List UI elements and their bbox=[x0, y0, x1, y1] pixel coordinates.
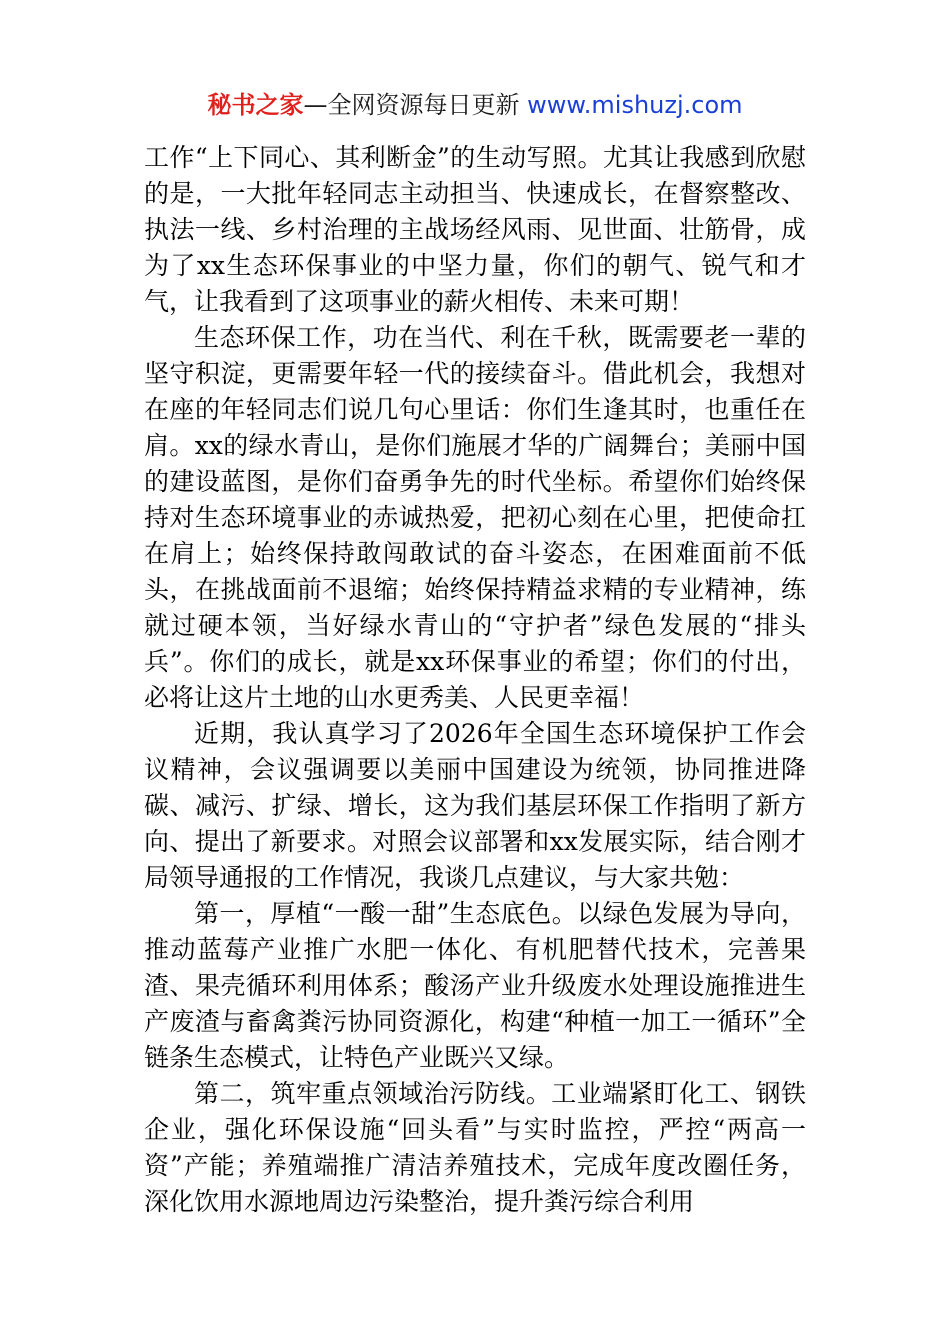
page-header bbox=[0, 88, 950, 122]
paragraph-1: 工作“上下同心、其利断金”的生动写照。尤其让我感到欣慰的是，一大批年轻同志主动担当、快速成长，在督察整改、执法一线、乡村治理的主战场经风雨、见世面、壮筋骨，成为了xx生态环保事业的中坚力量，你们的朝气、锐气和才气，让我看到了这项事业的薪火相传、未来可期！ bbox=[144, 143, 806, 316]
paragraph-3: 近期，我认真学习了2026年全国生态环境保护工作会议精神，会议强调要以美丽中国建设为统领，协同推进降碳、减污、扩绿、增长，这为我们基层环保工作指明了新方向、提出了新要求。对照会议部署和xx发展实际，结合刚才局领导通报的工作情况，我谈几点建议，与大家共勉： bbox=[144, 719, 806, 892]
paragraph-2: 生态环保工作，功在当代、利在千秋，既需要老一辈的坚守积淀，更需要年轻一代的接续奋斗。借此机会，我想对在座的年轻同志们说几句心里话：你们生逢其时，也重任在肩。xx的绿水青山，是你们施展才华的广阔舞台；美丽中国的建设蓝图，是你们奋勇争先的时代坐标。希望你们始终保持对生态环境事业的赤诚热爱，把初心刻在心里，把使命扛在肩上；始终保持敢闯敢试的奋斗姿态，在困难面前不低头，在挑战面前不退缩；始终保持精益求精的专业精神，练就过硬本领，当好绿水青山的“守护者”绿色发展的“排头兵”。你们的成长，就是xx环保事业的希望；你们的付出，必将让这片土地的山水更秀美、人民更幸福！ bbox=[144, 323, 806, 712]
brand-name: 秘书之家 bbox=[207, 91, 304, 119]
paragraph-4: 第一，厚植“一酸一甜”生态底色。以绿色发展为导向，推动蓝莓产业推广水肥一体化、有机肥替代技术，完善果渣、果壳循环利用体系；酸汤产业升级废水处理设施推进生产废渣与畜禽粪污协同资源化，构建“种植一加工一循环”全链条生态模式，让特色产业既兴又绿。 bbox=[144, 899, 806, 1072]
header-tagline: —全网资源每日更新 bbox=[303, 91, 528, 119]
document-body bbox=[144, 140, 806, 1220]
paragraph-5: 第二，筑牢重点领域治污防线。工业端紧盯化工、钢铁企业，强化环保设施“回头看”与实时监控，严控“两高一资”产能；养殖端推广清洁养殖技术，完成年度改圈任务，深化饮用水源地周边污染整治，提升粪污综合利用 bbox=[144, 1079, 806, 1216]
website-link[interactable]: www.mishuzj.com bbox=[527, 91, 743, 119]
